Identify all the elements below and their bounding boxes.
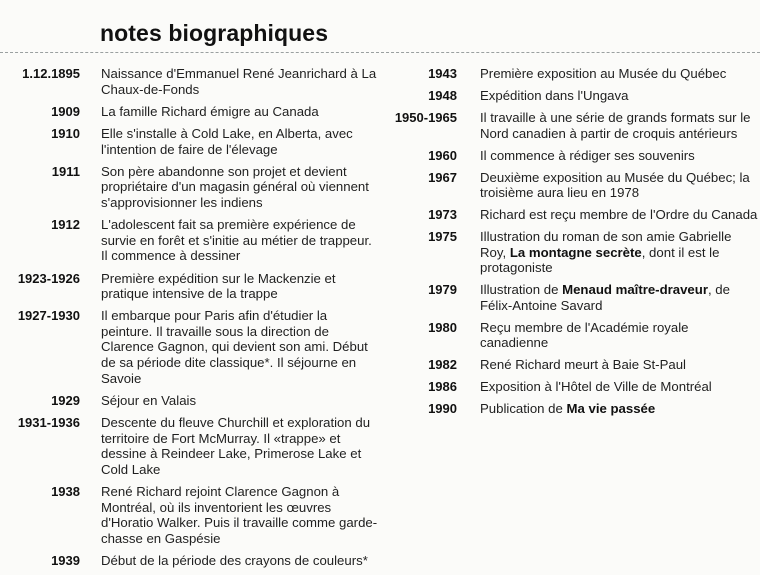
timeline-entry: [382, 379, 760, 395]
entry-text: Naissance d'Emmanuel René Jeanrichard à La Chaux-de-Fonds: [101, 66, 377, 97]
entry-text: Il embarque pour Paris afin d'étudier la peinture. Il travaille sous la direction de Clarence Gagnon, qui devient son ami. Début de sa période dite classique*. Il séjourne en Savoie: [101, 308, 368, 386]
entry-text: La famille Richard émigre au Canada: [101, 103, 319, 119]
entry-year: 1931-1936: [17, 415, 80, 431]
timeline-entry: [382, 207, 760, 223]
timeline-entry: [0, 553, 380, 569]
timeline-entry: [382, 88, 760, 104]
book-title: Menaud maître-draveur: [562, 282, 708, 298]
entry-year: 1.12.1895: [22, 66, 80, 81]
timeline-entry: [382, 320, 760, 351]
timeline-right-column: [382, 66, 760, 423]
entry-text: Descente du fleuve Churchill et exploration du territoire de Fort McMurray. Il «trappe» et dessine à Reindeer Lake, Primerose Lake et Cold Lake: [101, 415, 371, 477]
entry-text: Il commence à rédiger ses souvenirs: [480, 147, 695, 163]
entry-year: 1929: [51, 392, 80, 408]
entry-text: René Richard meurt à Baie St-Paul: [480, 357, 686, 373]
entry-text-after: , de Félix-Antoine Savard: [480, 282, 730, 313]
title-divider: [0, 52, 760, 53]
timeline-entry: [382, 170, 760, 201]
entry-text: Début de la période des crayons de couleurs*: [101, 552, 368, 568]
entry-year: 1911: [51, 163, 80, 179]
book-title: La montagne secrète: [509, 244, 642, 260]
timeline-entry: [0, 393, 380, 409]
page-title: notes biographiques: [100, 20, 329, 46]
entry-year: 1967: [428, 169, 457, 185]
entry-year: 1910: [51, 125, 80, 141]
entry-text-before: Illustration de: [480, 282, 563, 298]
entry-year: 1927-1930: [17, 308, 80, 324]
timeline-entry: [0, 104, 380, 120]
entry-text: Richard est reçu membre de l'Ordre du Canada: [480, 207, 758, 223]
entry-text: [480, 282, 760, 313]
entry-text: [480, 229, 760, 276]
entry-year: 1973: [428, 207, 457, 223]
entry-text: René Richard rejoint Clarence Gagnon à Montréal, où ils inventorient les œuvres d'Horatio Walker. Puis il travaille comme garde-chasse en Gaspésie: [101, 484, 378, 546]
entry-text: Exposition à l'Hôtel de Ville de Montréal: [480, 379, 712, 395]
entry-text: Son père abandonne son projet et devient propriétaire d'un magasin général où viennent s'approvisionner les indiens: [101, 163, 369, 210]
timeline-entry: [0, 217, 380, 264]
entry-year: 1909: [51, 103, 80, 119]
timeline-entry: [382, 357, 760, 373]
timeline-entry: [0, 126, 380, 157]
entry-text: Reçu membre de l'Académie royale canadienne: [480, 319, 689, 351]
entry-year: 1912: [51, 217, 80, 233]
timeline-entry: [382, 66, 760, 82]
entry-year: 1960: [428, 147, 457, 163]
entry-year: 1950-1965: [394, 109, 457, 125]
timeline-entry: [0, 66, 380, 97]
entry-year: 1982: [428, 357, 457, 373]
timeline-entry: [0, 164, 380, 211]
entry-text: Première expédition sur le Mackenzie et pratique intensive de la trappe: [101, 270, 336, 302]
entry-year: 1979: [428, 282, 457, 298]
timeline-entry: [0, 308, 380, 386]
entry-text: L'adolescent fait sa première expérience de survie en forêt et s'initie au métier de trappeur. Il commence à dessiner: [101, 217, 372, 264]
timeline-entry: [0, 271, 380, 302]
timeline-entry: [0, 484, 380, 546]
entry-text-before: Publication de: [480, 401, 567, 417]
timeline-entry: [0, 415, 380, 477]
timeline-entry: [382, 148, 760, 164]
entry-text: [480, 401, 760, 417]
entry-year: 1939: [51, 552, 80, 568]
timeline-entry: [382, 110, 760, 141]
book-title: Ma vie passée: [566, 401, 656, 417]
entry-text: Deuxième exposition au Musée du Québec; la troisième aura lieu en 1978: [480, 169, 750, 201]
entry-year: 1923-1926: [17, 270, 80, 286]
entry-text: Expédition dans l'Ungava: [480, 87, 629, 103]
entry-text-after: , dont il est le protagoniste: [480, 244, 720, 276]
entry-text: Il travaille à une série de grands formats sur le Nord canadien à partir de croquis antérieurs: [480, 109, 751, 141]
entry-year: 1975: [428, 229, 457, 245]
entry-year: 1943: [428, 66, 457, 81]
entry-year: 1938: [51, 484, 80, 499]
timeline-entry: [382, 282, 760, 313]
entry-year: 1990: [428, 401, 457, 417]
entry-text: Séjour en Valais: [101, 392, 197, 408]
entry-text: Elle s'installe à Cold Lake, en Alberta, avec l'intention de faire de l'élevage: [101, 125, 353, 157]
entry-year: 1948: [428, 87, 457, 103]
entry-year: 1986: [428, 379, 457, 395]
timeline-entry: [382, 229, 760, 276]
timeline-entry: [382, 401, 760, 417]
entry-year: 1980: [428, 319, 457, 335]
timeline-left-column: [0, 66, 380, 575]
entry-text: Première exposition au Musée du Québec: [480, 66, 727, 81]
entry-text-before: Illustration du roman de son amie Gabrielle Roy,: [480, 229, 732, 260]
